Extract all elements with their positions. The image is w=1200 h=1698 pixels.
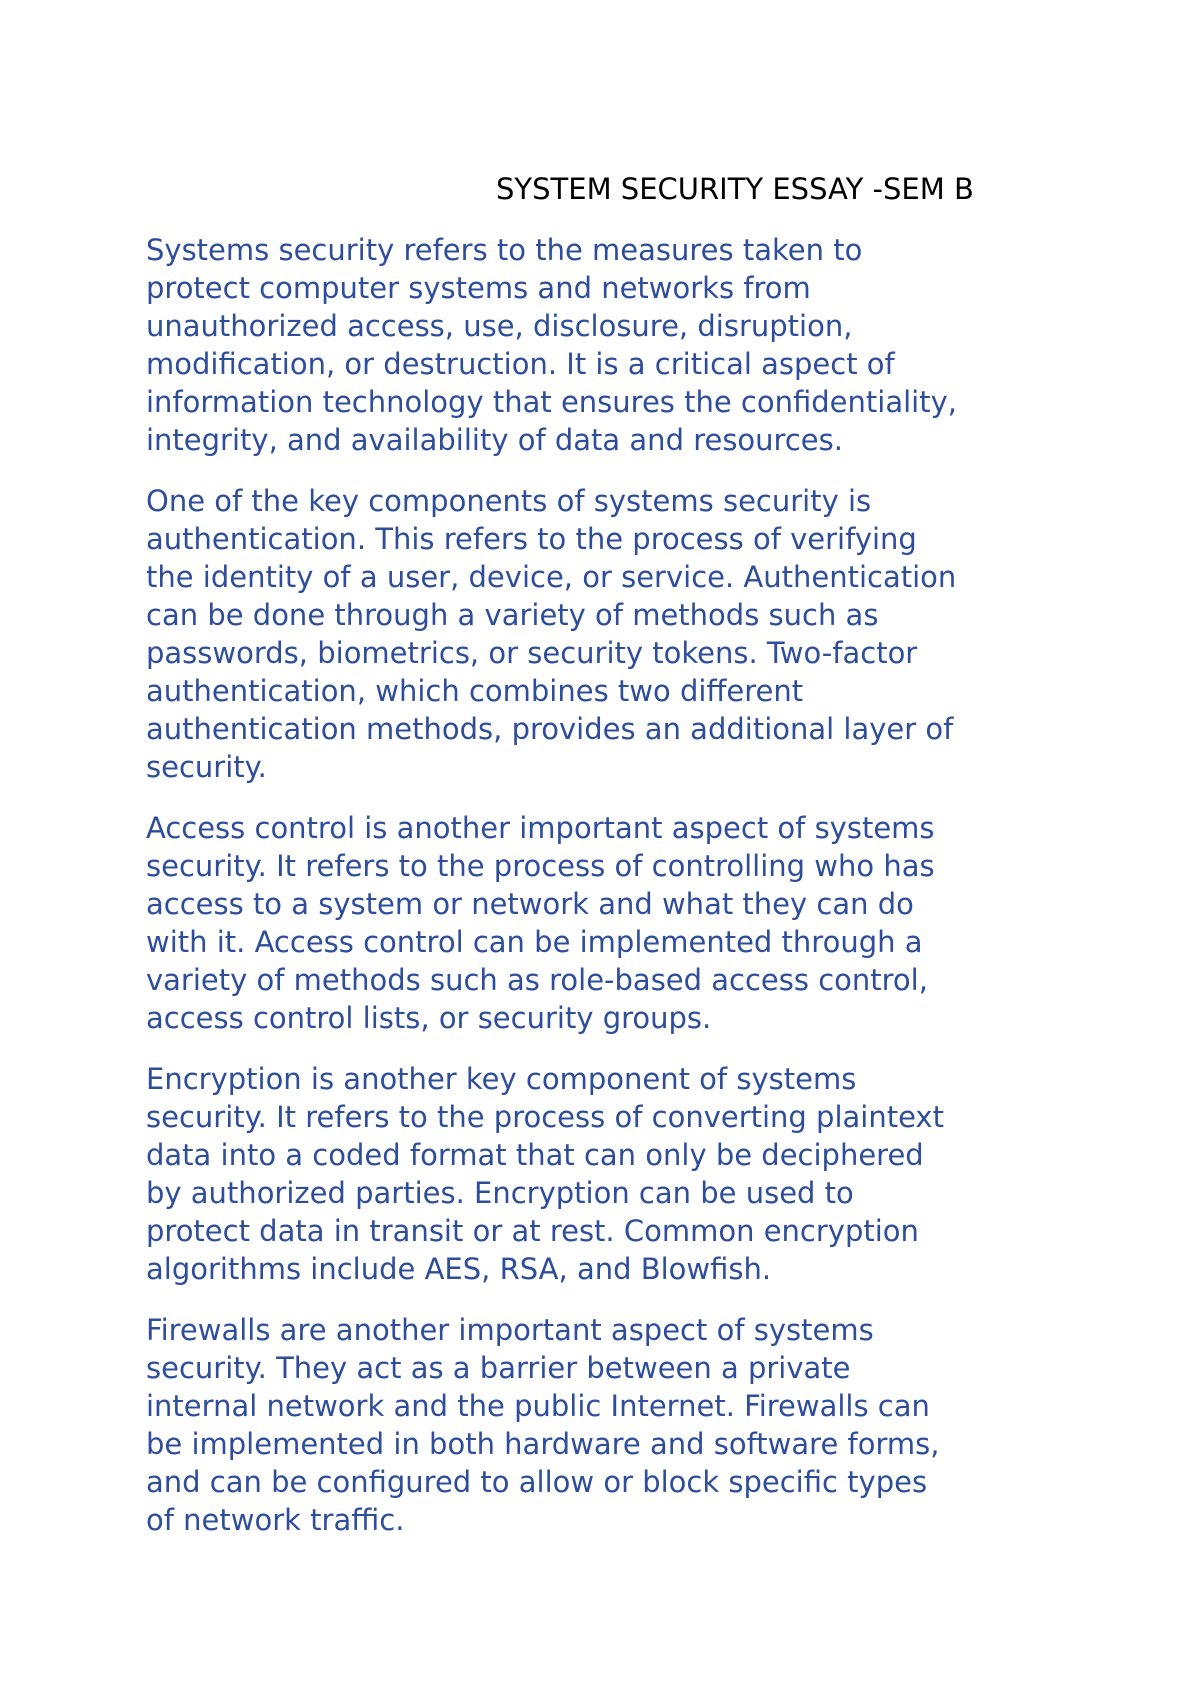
text-line: One of the key components of systems security is	[146, 484, 872, 518]
text-line: Firewalls are another important aspect of systems	[146, 1313, 874, 1347]
text-line: variety of methods such as role-based access control,	[146, 963, 928, 997]
text-line: of network traffic.	[146, 1503, 405, 1537]
text-line: algorithms include AES, RSA, and Blowfish.	[146, 1252, 772, 1286]
document-title: SYSTEM SECURITY ESSAY -SEM B	[496, 172, 974, 206]
text-line: internal network and the public Internet. Firewalls can	[146, 1389, 930, 1423]
paragraph-encryption	[146, 1060, 1076, 1288]
paragraph-intro	[146, 231, 1076, 459]
paragraph-authentication	[146, 482, 1076, 786]
text-line: and can be configured to allow or block specific types	[146, 1465, 928, 1499]
paragraph-firewalls	[146, 1311, 1076, 1539]
text-line: modification, or destruction. It is a critical aspect of	[146, 347, 895, 381]
text-line: information technology that ensures the confidentiality,	[146, 385, 957, 419]
text-line: unauthorized access, use, disclosure, disruption,	[146, 309, 853, 343]
text-line: security. It refers to the process of controlling who has	[146, 849, 935, 883]
text-line: security. It refers to the process of converting plaintext	[146, 1100, 944, 1134]
text-line: Systems security refers to the measures taken to	[146, 233, 863, 267]
text-line: be implemented in both hardware and software forms,	[146, 1427, 940, 1461]
document-body	[146, 231, 1076, 1562]
text-line: security. They act as a barrier between a private	[146, 1351, 851, 1385]
text-line: security.	[146, 750, 267, 784]
text-line: protect data in transit or at rest. Common encryption	[146, 1214, 919, 1248]
text-line: Access control is another important aspect of systems	[146, 811, 935, 845]
text-line: protect computer systems and networks from	[146, 271, 811, 305]
text-line: by authorized parties. Encryption can be used to	[146, 1176, 854, 1210]
text-line: can be done through a variety of methods such as	[146, 598, 879, 632]
text-line: integrity, and availability of data and resources.	[146, 423, 843, 457]
text-line: the identity of a user, device, or service. Authentication	[146, 560, 957, 594]
paragraph-access-control	[146, 809, 1076, 1037]
text-line: access to a system or network and what they can do	[146, 887, 914, 921]
text-line: authentication methods, provides an additional layer of	[146, 712, 954, 746]
text-line: authentication, which combines two different	[146, 674, 804, 708]
text-line: passwords, biometrics, or security tokens. Two-factor	[146, 636, 918, 670]
text-line: authentication. This refers to the process of verifying	[146, 522, 917, 556]
text-line: access control lists, or security groups.	[146, 1001, 712, 1035]
text-line: Encryption is another key component of systems	[146, 1062, 857, 1096]
text-line: data into a coded format that can only be deciphered	[146, 1138, 924, 1172]
text-line: with it. Access control can be implemented through a	[146, 925, 923, 959]
